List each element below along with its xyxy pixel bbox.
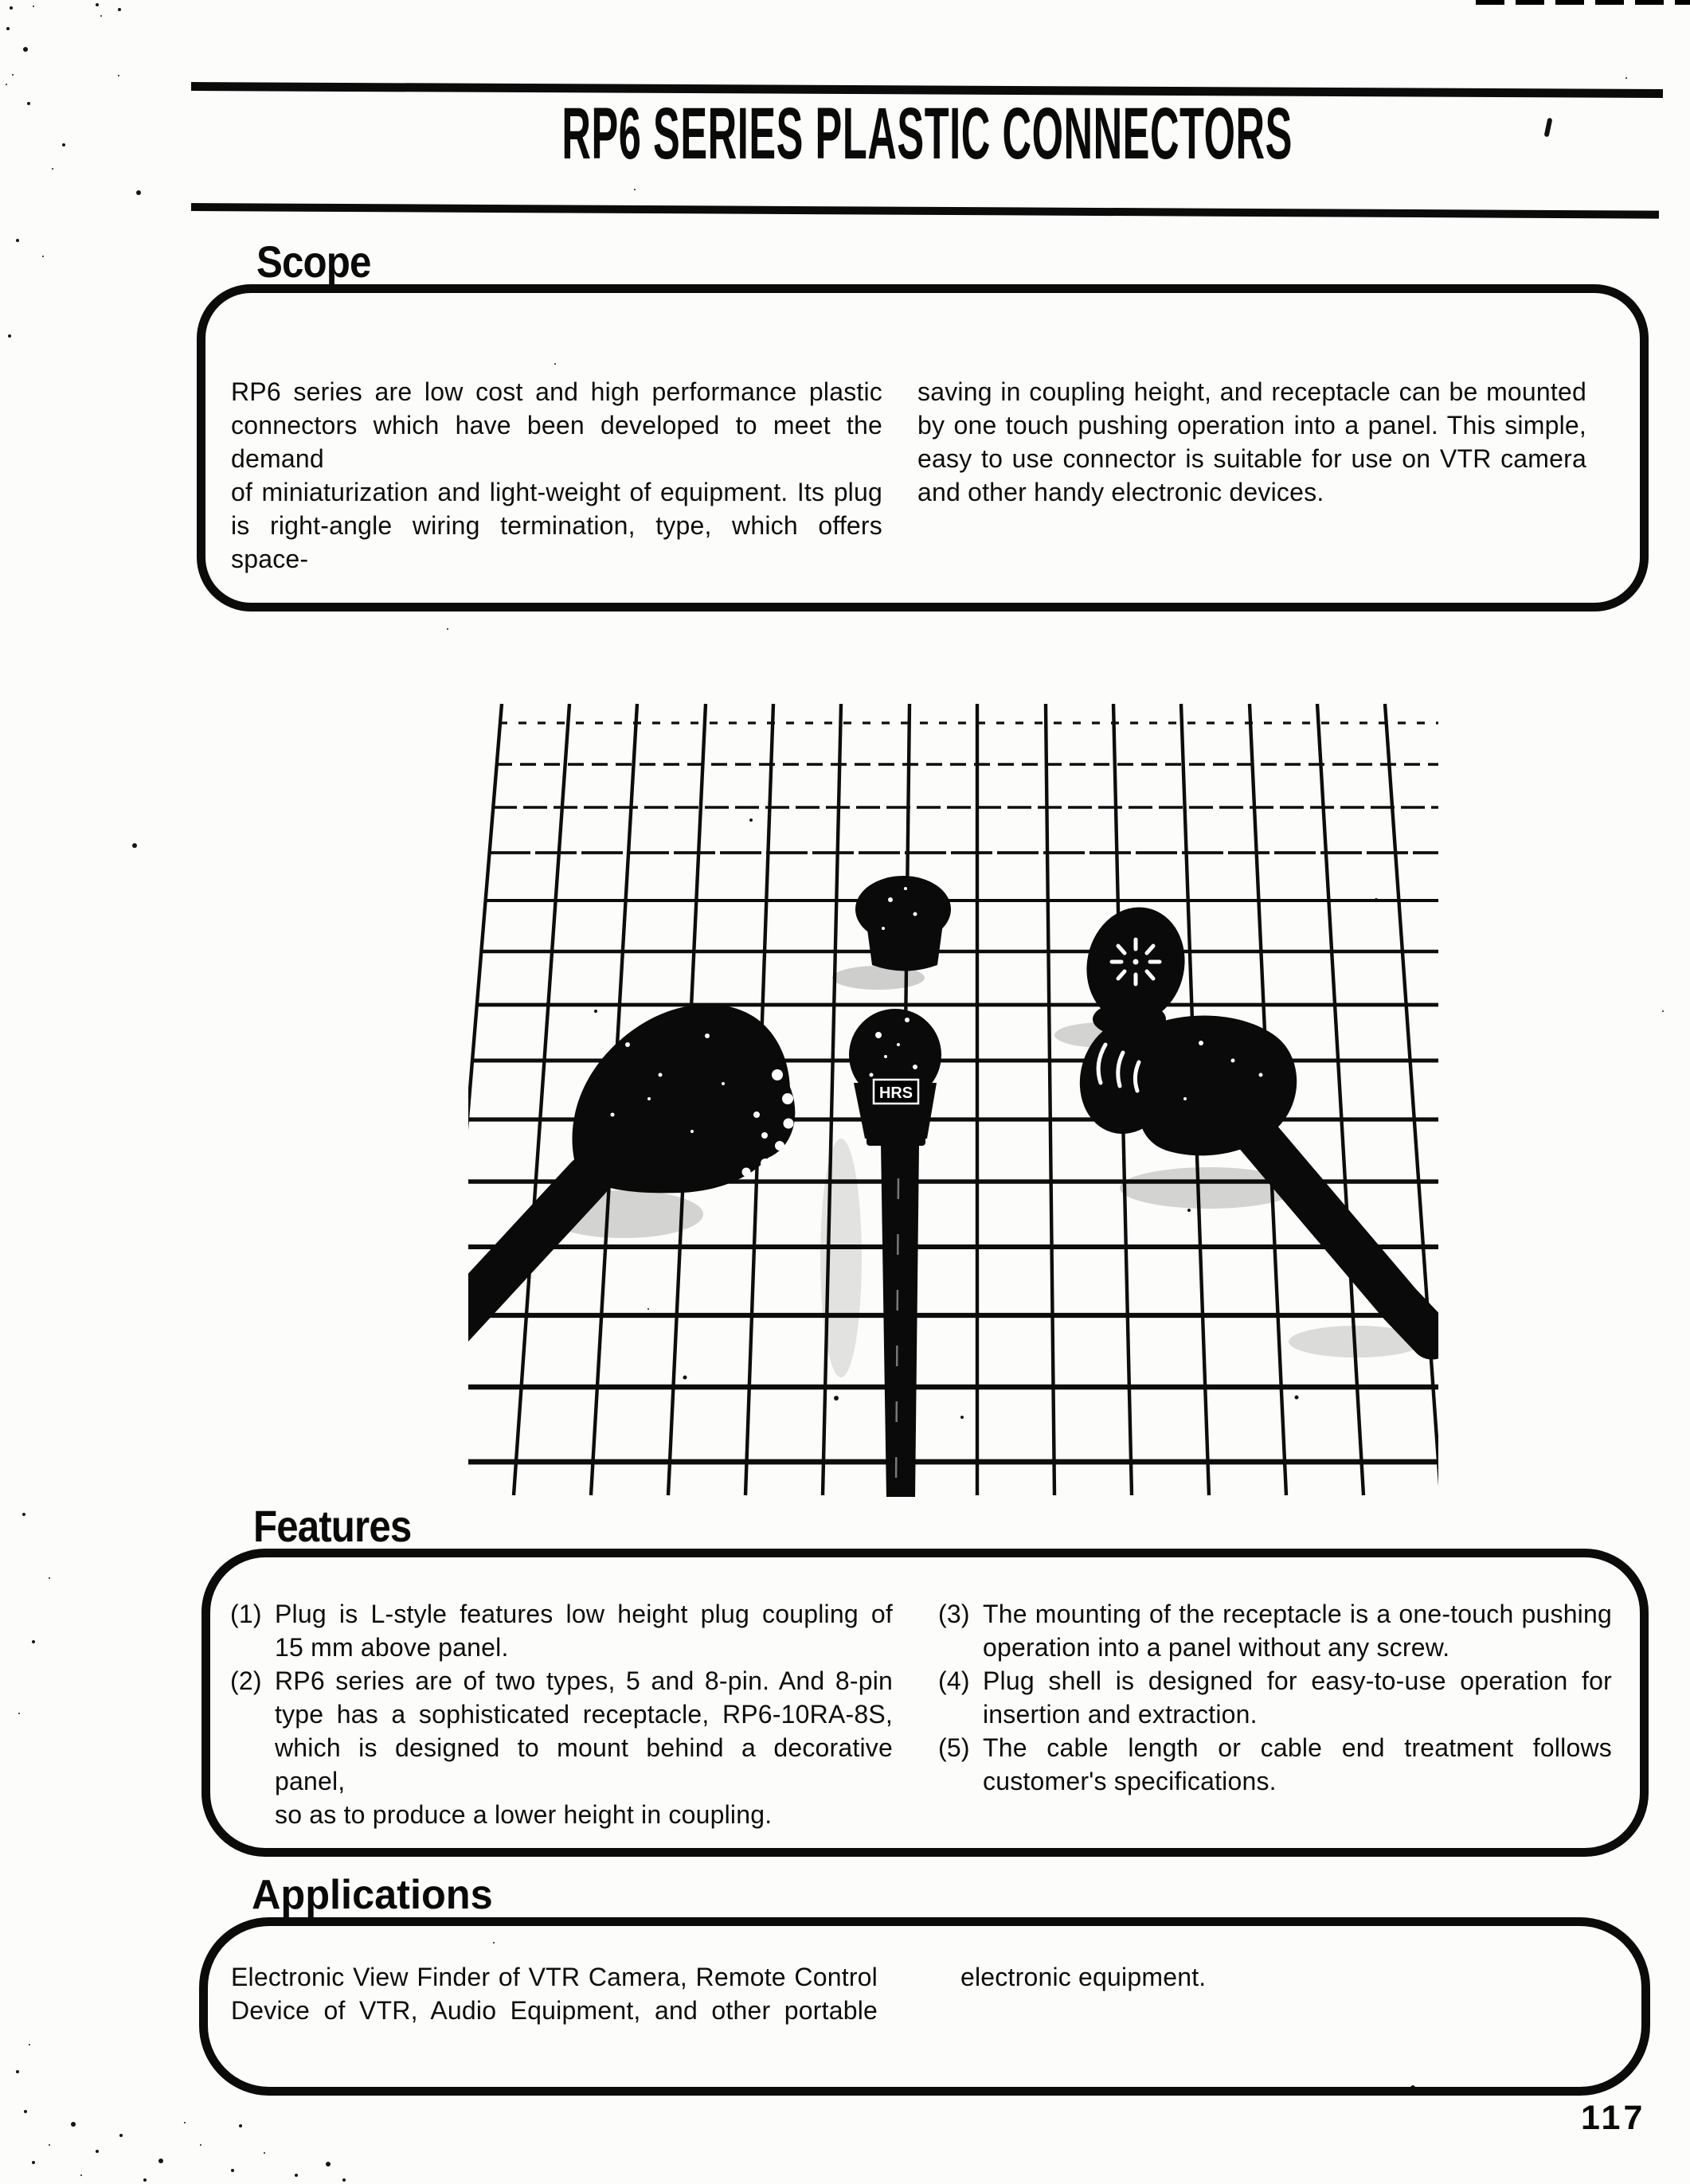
title-rule-bottom [191, 203, 1659, 219]
scan-noise-specks [0, 0, 3, 3]
scope-text-line: RP6 series are low cost and high performance plastic [231, 377, 882, 406]
page-title [191, 92, 1663, 176]
center-straight-plug [849, 1009, 941, 1497]
scope-text-line: by one touch pushing operation into a panel. This simple, [917, 411, 1586, 440]
feature-text-line: which is designed to mount behind a decorative panel, [275, 1733, 893, 1795]
feature-item [938, 1597, 1612, 1664]
center-plug-cable [881, 1143, 919, 1497]
page-title-text: RP6 SERIES PLASTIC CONNECTORS [561, 93, 1293, 174]
scan-edge-dashes [1476, 0, 1690, 5]
center-receptacle-cap [855, 876, 951, 971]
feature-text-line: customer's specifications. [983, 1767, 1277, 1795]
page-number: 117 [1581, 2099, 1646, 2137]
feature-text-line: so as to produce a lower height in coupling. [275, 1800, 773, 1829]
feature-text-line: The cable length or cable end treatment follows [983, 1733, 1612, 1762]
hrs-label [874, 1080, 918, 1104]
feature-text-line: operation into a panel without any screw. [983, 1633, 1450, 1662]
scope-text-line: connectors which have been developed to meet the demand [231, 411, 882, 473]
feature-text-line: insertion and extraction. [983, 1700, 1258, 1729]
hrs-label-text: HRS [879, 1084, 913, 1102]
scope-column-left [231, 375, 882, 576]
scope-text-line: easy to use connector is suitable for use on VTR camera [917, 444, 1586, 473]
scope-heading: Scope [256, 236, 371, 287]
scope-text-line: of miniaturization and light-weight of equipment. Its plug [231, 478, 882, 506]
applications-text-line: electronic equipment. [960, 1963, 1207, 1991]
feature-item [938, 1731, 1612, 1798]
feature-number: (2) [230, 1666, 262, 1695]
feature-text-line: type has a sophisticated receptacle, RP6-10RA-8S, [275, 1700, 893, 1729]
applications-column-left [231, 1960, 878, 2027]
scope-column-right [917, 375, 1586, 509]
features-column-left [230, 1597, 893, 1831]
feature-item [230, 1597, 893, 1664]
features-heading: Features [253, 1501, 412, 1551]
feature-text-line: The mounting of the receptacle is a one-touch pushing [983, 1600, 1612, 1628]
feature-number: (4) [938, 1666, 970, 1695]
feature-number: (1) [230, 1600, 262, 1628]
applications-heading: Applications [252, 1872, 493, 1918]
features-column-right [938, 1597, 1612, 1798]
feature-number: (5) [938, 1733, 970, 1762]
feature-text-line: RP6 series are of two types, 5 and 8-pin. And 8-pin [275, 1666, 893, 1695]
right-receptacle-face [1076, 898, 1195, 1037]
feature-item [938, 1664, 1612, 1731]
left-angle-plug [468, 1004, 815, 1338]
scope-text-line: is right-angle wiring termination, type, which offers space- [231, 511, 882, 573]
feature-text-line: Plug shell is designed for easy-to-use operation for [983, 1666, 1612, 1695]
feature-number: (3) [938, 1600, 970, 1628]
applications-text-line: Device of VTR, Audio Equipment, and other portable [231, 1996, 878, 2025]
applications-column-right [960, 1960, 1598, 1994]
scope-text-line: saving in coupling height, and receptacle can be mounted [917, 377, 1586, 406]
feature-item [230, 1664, 893, 1831]
scope-text-line: and other handy electronic devices. [917, 478, 1324, 506]
applications-text-line: Electronic View Finder of VTR Camera, Remote Control [231, 1963, 878, 1991]
feature-text-line: Plug is L-style features low height plug coupling of [275, 1600, 893, 1628]
feature-text-line: 15 mm above panel. [275, 1633, 509, 1662]
connector-photo [468, 701, 1438, 1497]
